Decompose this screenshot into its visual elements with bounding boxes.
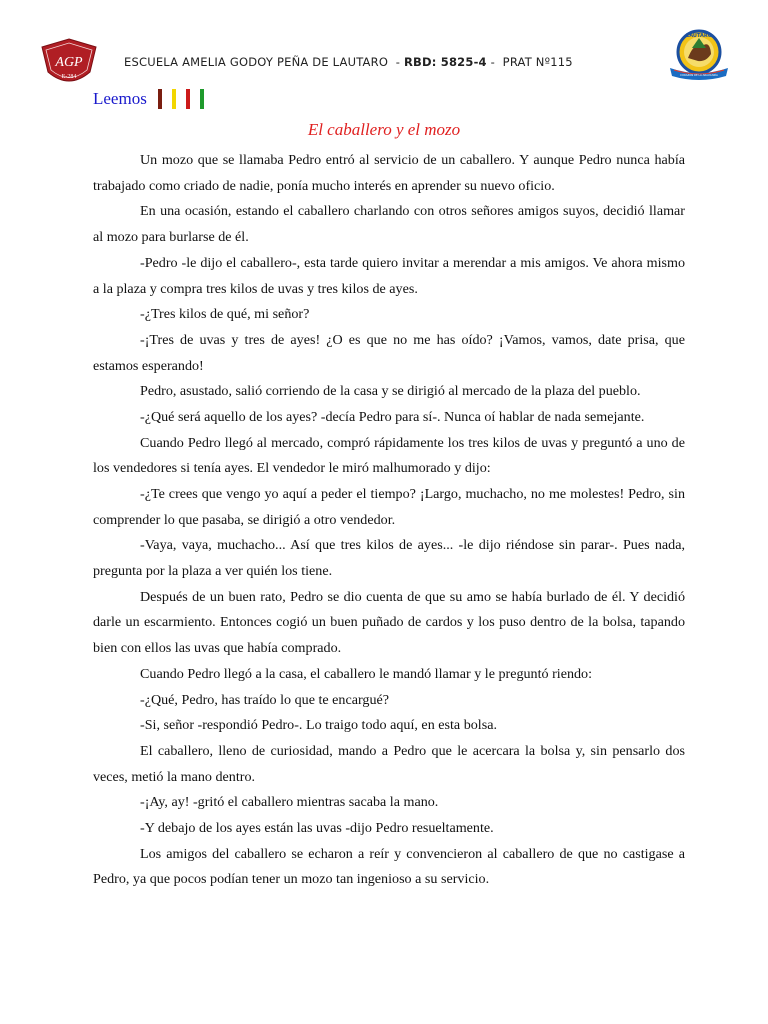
story-paragraph: Después de un buen rato, Pedro se dio cuenta de que su amo se había burlado de él. Y decidió darle un escarmiento. Entonces cogió un buen puñado de cardos y los puso dentro de la bolsa, tapando bien con ellos las uvas que había comprado. bbox=[93, 588, 685, 657]
story-paragraph: Los amigos del caballero se echaron a reír y convencieron al caballero de que no castigase a Pedro, ya que pocos podían tener un mozo tan ingenioso a su servicio. bbox=[93, 845, 685, 888]
story-paragraph: Cuando Pedro llegó al mercado, compró rápidamente los tres kilos de uvas y preguntó a uno de los vendedores si tenía ayes. El vendedor le miró malhumorado y dijo: bbox=[93, 434, 685, 477]
story-paragraph: -Vaya, vaya, muchacho... Así que tres kilos de ayes... -le dijo riéndose sin parar-. Pues nada, pregunta por la plaza a ver quién los tiene. bbox=[93, 537, 685, 580]
crest-main-text: AGP bbox=[55, 55, 83, 70]
lautaro-logo bbox=[666, 28, 732, 84]
story-paragraph: -¿Te crees que vengo yo aquí a peder el tiempo? ¡Largo, muchacho, no me molestes! Pedro, sin comprender lo que pasaba, se dirigió a otro vendedor. bbox=[93, 485, 685, 528]
section-label: Leemos bbox=[93, 89, 147, 108]
color-bar-3 bbox=[186, 89, 190, 109]
story-paragraph: -¿Qué será aquello de los ayes? -decía Pedro para sí-. Nunca oí hablar de nada semejante. bbox=[140, 409, 645, 426]
crest-bottom-text: E-284 bbox=[61, 74, 77, 80]
story-paragraph: -Pedro -le dijo el caballero-, esta tarde quiero invitar a merendar a mis amigos. Ve ahora mismo a la plaza y compra tres kilos de uvas y tres kilos de ayes. bbox=[93, 254, 685, 297]
story-paragraph: El caballero, lleno de curiosidad, mando a Pedro que le acercara la bolsa y, sin pensarlo dos veces, metió la mano dentro. bbox=[93, 742, 685, 785]
story-paragraph: -¿Qué, Pedro, has traído lo que te encargué? bbox=[140, 691, 390, 708]
lautaro-logo-top-text: LAUTARO bbox=[686, 33, 712, 39]
story-paragraph: Pedro, asustado, salió corriendo de la casa y se dirigió al mercado de la plaza del pueblo. bbox=[140, 383, 641, 400]
story-paragraph: Cuando Pedro llegó a la casa, el caballero le mandó llamar y le preguntó riendo: bbox=[140, 665, 593, 682]
story-paragraph: -¿Tres kilos de qué, mi señor? bbox=[140, 306, 310, 323]
color-bar-4 bbox=[200, 89, 204, 109]
story-body bbox=[93, 148, 685, 893]
story-title: El caballero y el mozo bbox=[307, 120, 461, 139]
story-paragraph: En una ocasión, estando el caballero charlando con otros señores amigos suyos, decidió llamar al mozo para burlarse de él. bbox=[93, 203, 685, 246]
school-prat: - PRAT Nº115 bbox=[486, 55, 573, 69]
story-paragraph: Un mozo que se llamaba Pedro entró al servicio de un caballero. Y aunque Pedro nunca había trabajado como criado de nadie, ponía mucho interés en aprender su nuevo oficio. bbox=[93, 152, 685, 194]
rbd-code: RBD: 5825-4 bbox=[404, 55, 487, 69]
color-bar-1 bbox=[158, 89, 162, 109]
color-bars bbox=[158, 89, 204, 109]
color-bar-2 bbox=[172, 89, 176, 109]
school-name: ESCUELA AMELIA GODOY PEÑA DE LAUTARO - bbox=[124, 55, 404, 69]
story-paragraph: -¡Tres de uvas y tres de ayes! ¿O es que no me has oído? ¡Vamos, vamos, date prisa, que estamos esperando! bbox=[93, 331, 685, 374]
story-paragraph: -Y debajo de los ayes están las uvas -dijo Pedro resueltamente. bbox=[140, 820, 494, 837]
section-label-row bbox=[93, 88, 204, 110]
lautaro-logo-band-text: CORAZÓN DE LA ARAUCANÍA bbox=[680, 74, 718, 77]
story-paragraph: -¡Ay, ay! -gritó el caballero mientras sacaba la mano. bbox=[140, 794, 439, 811]
story-paragraph: -Si, señor -respondió Pedro-. Lo traigo todo aquí, en esta bolsa. bbox=[140, 717, 497, 734]
school-header-line bbox=[124, 55, 644, 69]
school-crest-logo bbox=[40, 38, 98, 88]
page-header bbox=[0, 0, 768, 90]
